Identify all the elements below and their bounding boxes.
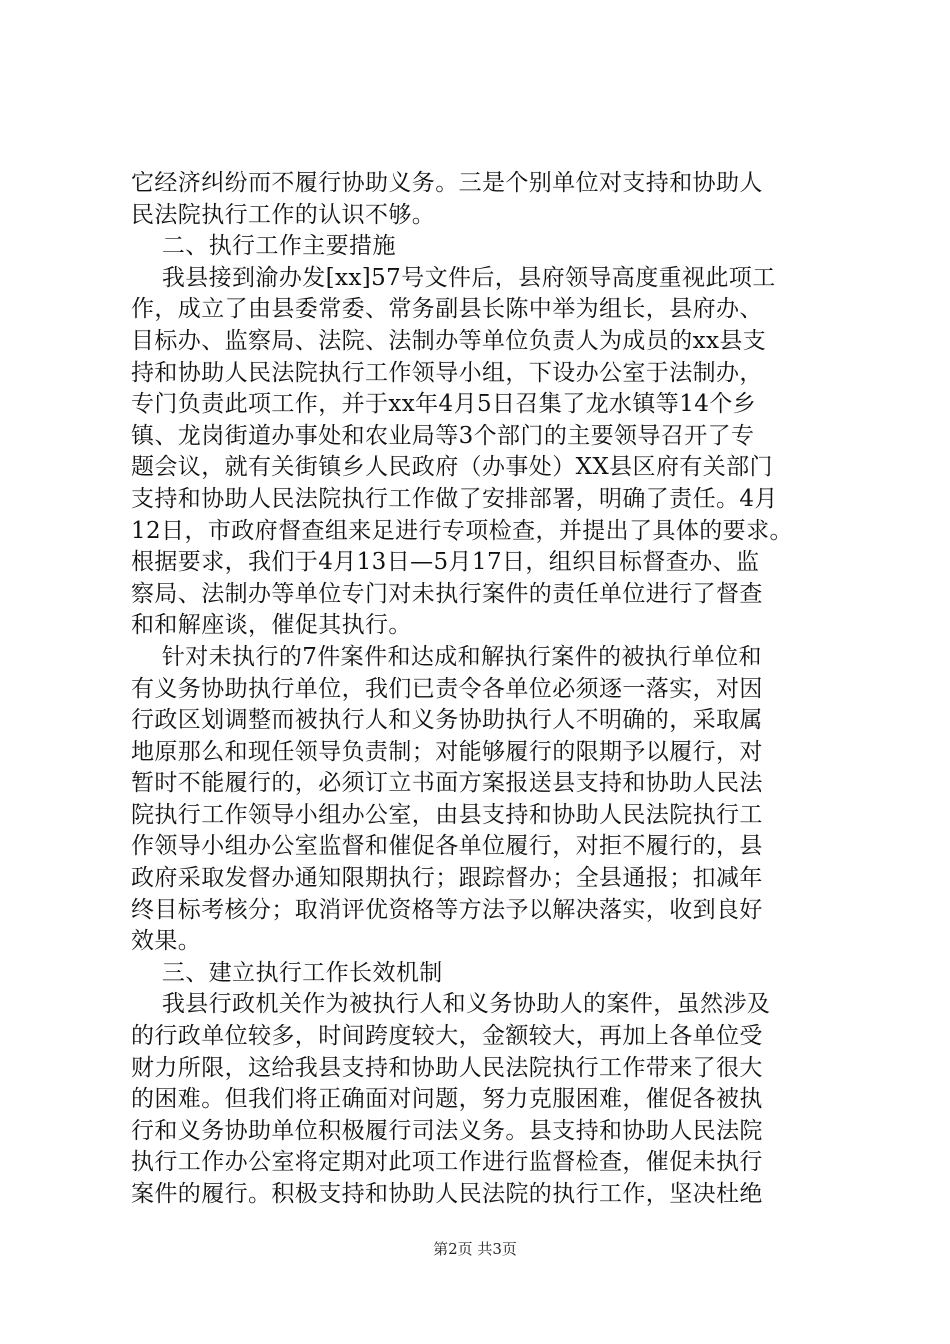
document-body [131,168,831,1211]
text-line: 镇、龙岗街道办事处和农业局等3个部门的主要领导召开了专 [131,422,755,449]
text-line: 行政区划调整而被执行人和义务协助执行人不明确的，采取属 [131,707,763,734]
text-line: 它经济纠纷而不履行协助义务。三是个别单位对支持和协助人 [131,170,763,196]
text-line: 专门负责此项工作，并于xx年4月5日召集了龙水镇等14个乡 [131,391,757,418]
text-line: 的行政单位较多，时间跨度较大，金额较大，再加上各单位受 [131,1023,763,1050]
text-line: 察局、法制办等单位专门对未执行案件的责任单位进行了督查 [131,580,763,607]
text-line: 的困难。但我们将正确面对问题，努力克服困难，催促各被执 [131,1086,763,1113]
page-footer: 第2页 共3页 [433,1240,517,1258]
text-line: 根据要求，我们于4月13日—5月17日，组织目标督查办、监 [131,549,760,576]
text-line: 案件的履行。积极支持和协助人民法院的执行工作，坚决杜绝 [131,1181,763,1207]
text-line: 作领导小组办公室监督和催促各单位履行，对拒不履行的，县 [131,833,763,860]
text-line: 持和协助人民法院执行工作领导小组，下设办公室于法制办， [131,359,763,386]
section-heading: 三、建立执行工作长效机制 [131,959,443,986]
text-line: 行和义务协助单位积极履行司法义务。县支持和协助人民法院 [131,1117,763,1144]
text-line: 地原那么和现任领导负责制；对能够履行的限期予以履行，对 [131,738,763,765]
text-line: 目标办、监察局、法院、法制办等单位负责人为成员的xx县支 [131,327,767,354]
text-line: 终目标考核分；取消评优资格等方法予以解决落实，收到良好 [131,896,763,923]
section-heading: 二、执行工作主要措施 [131,233,396,260]
text-line: 我县行政机关作为被执行人和义务协助人的案件，虽然涉及 [131,991,771,1018]
text-line: 政府采取发督办通知限期执行；跟踪督办；全县通报；扣减年 [131,865,763,892]
text-line: 执行工作办公室将定期对此项工作进行监督检查，催促未执行 [131,1149,763,1176]
text-line: 财力所限，这给我县支持和协助人民法院执行工作带来了很大 [131,1054,763,1081]
text-line: 暂时不能履行的，必须订立书面方案报送县支持和协助人民法 [131,770,763,797]
text-line: 有义务协助执行单位，我们已责令各单位必须逐一落实，对因 [131,675,763,702]
text-line: 针对未执行的7件案件和达成和解执行案件的被执行单位和 [131,643,762,670]
text-line: 效果。 [131,928,202,955]
text-line: 我县接到渝办发[xx]57号文件后，县府领导高度重视此项工 [131,264,776,291]
text-line: 院执行工作领导小组办公室，由县支持和协助人民法院执行工 [131,801,763,828]
text-line: 和和解座谈，催促其执行。 [131,612,412,639]
text-line: 12日，市政府督查组来足进行专项检查，并提出了具体的要求。 [131,517,793,544]
text-line: 作，成立了由县委常委、常务副县长陈中举为组长，县府办、 [131,296,763,323]
text-line: 题会议，就有关街镇乡人民政府（办事处）XX县区府有关部门 [131,454,773,481]
text-line: 支持和协助人民法院执行工作做了安排部署，明确了责任。4月 [131,485,778,512]
text-line: 民法院执行工作的认识不够。 [131,201,436,228]
